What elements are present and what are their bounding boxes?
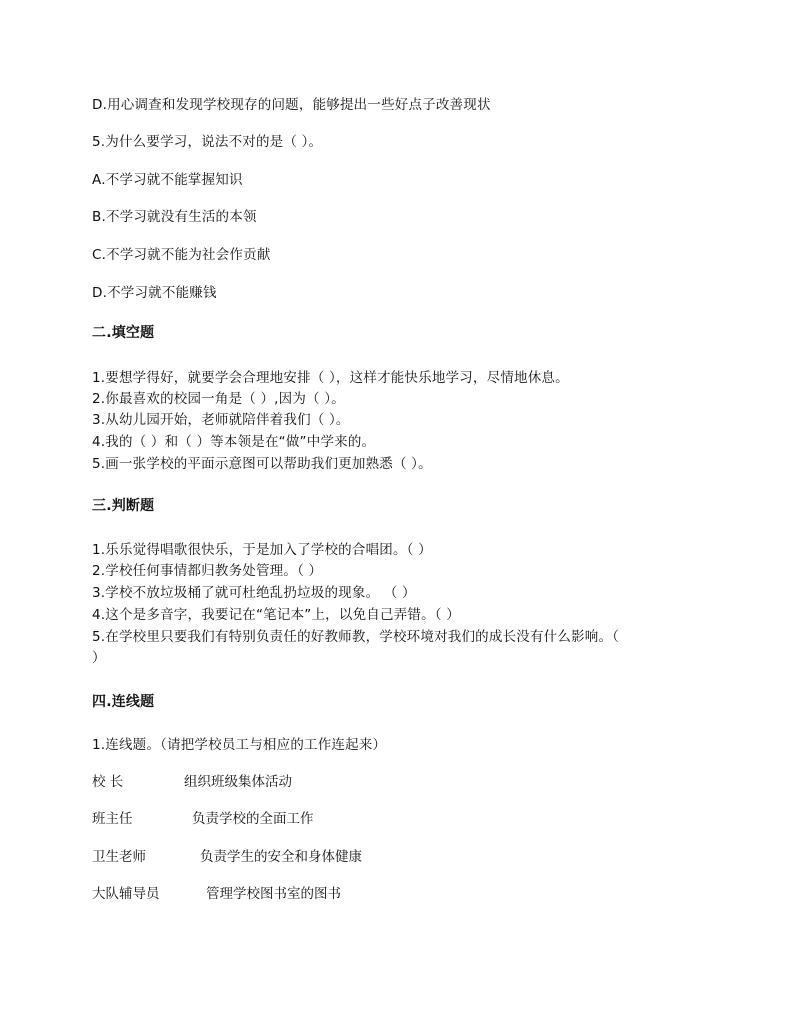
true-false-item-3: 3.学校不放垃圾桶了就可杜绝乱扔垃圾的现象。 （ ） — [92, 585, 416, 601]
matching-role: 校 长 — [92, 774, 124, 790]
question-5-option-d: D.不学习就不能赚钱 — [92, 285, 217, 301]
matching-instruction: 1.连线题。（请把学校员工与相应的工作连起来） — [92, 737, 387, 753]
fill-blank-item-1: 1.要想学得好，就要学会合理地安排（ ），这样才能快乐地学习，尽情地休息。 — [92, 370, 569, 386]
true-false-item-1: 1.乐乐觉得唱歌很快乐，于是加入了学校的合唱团。（ ） — [92, 542, 432, 558]
matching-duty: 管理学校图书室的图书 — [206, 886, 341, 902]
question-5-option-b: B.不学习就没有生活的本领 — [92, 209, 257, 225]
section-title-matching: 四.连线题 — [92, 694, 155, 710]
matching-duty: 负责学校的全面工作 — [192, 811, 314, 827]
true-false-item-4: 4.这个是多音字，我要记在“笔记本”上，以免自己弄错。（ ） — [92, 607, 460, 623]
matching-role: 卫生老师 — [92, 849, 146, 865]
matching-duty: 组织班级集体活动 — [184, 774, 292, 790]
matching-role: 大队辅导员 — [92, 886, 160, 902]
question-5-option-c: C.不学习就不能为社会作贡献 — [92, 247, 271, 263]
fill-blank-item-3: 3.从幼儿园开始，老师就陪伴着我们（ ）。 — [92, 412, 350, 428]
matching-role: 班主任 — [92, 811, 133, 827]
question-4-option-d: D.用心调查和发现学校现存的问题，能够提出一些好点子改善现状 — [92, 97, 491, 113]
true-false-item-5-line-1: 5.在学校里只要我们有特别负责任的好教师教，学校环境对我们的成长没有什么影响。（ — [92, 629, 620, 645]
true-false-item-5-line-2: ） — [92, 650, 106, 666]
matching-duty: 负责学生的安全和身体健康 — [200, 849, 362, 865]
question-5-stem: 5.为什么要学习，说法不对的是（ ）。 — [92, 134, 323, 150]
fill-blank-item-5: 5.画一张学校的平面示意图可以帮助我们更加熟悉（ ）。 — [92, 456, 432, 472]
section-title-fill-blank: 二.填空题 — [92, 325, 155, 341]
fill-blank-item-2: 2.你最喜欢的校园一角是（ ）,因为（ ）。 — [92, 391, 345, 407]
question-5-option-a: A.不学习就不能掌握知识 — [92, 172, 243, 188]
true-false-item-2: 2.学校任何事情都归教务处管理。（ ） — [92, 563, 323, 579]
fill-blank-item-4: 4.我的（ ）和（ ）等本领是在“做”中学来的。 — [92, 434, 376, 450]
section-title-true-false: 三.判断题 — [92, 498, 155, 514]
